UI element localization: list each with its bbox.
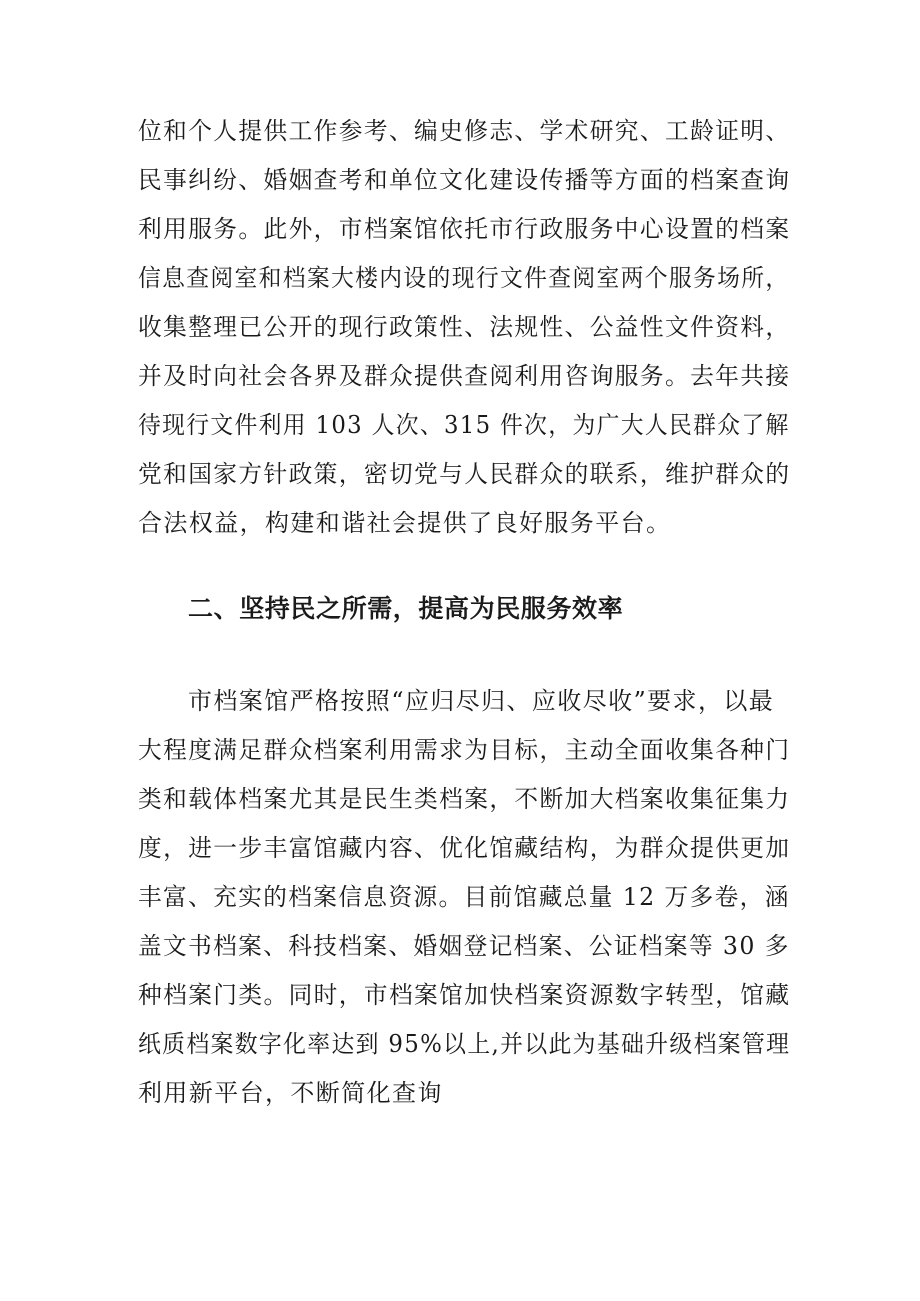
paragraph-2-line-6: 盖文书档案、科技档案、婚姻登记档案、公证档案等 30 多 (138, 932, 790, 960)
paragraph-2-line-1: 市档案馆严格按照“应归尽归、应收尽收”要求，以最 (188, 687, 775, 715)
paragraph-1-line-6: 并及时向社会各界及群众提供查阅利用咨询服务。去年共接 (138, 362, 791, 390)
paragraph-1-line-3: 利用服务。此外，市档案馆依托市行政服务中心设置的档案 (138, 215, 791, 243)
paragraph-1-line-5: 收集整理已公开的现行政策性、法规性、公益性文件资料， (138, 313, 791, 341)
paragraph-1-line-2: 民事纠纷、婚姻查考和单位文化建设传播等方面的档案查询 (138, 166, 791, 194)
paragraph-1-line-8: 党和国家方针政策，密切党与人民群众的联系，维护群众的 (138, 460, 791, 488)
paragraph-2-line-4: 度，进一步丰富馆藏内容、优化馆藏结构，为群众提供更加 (138, 834, 791, 862)
paragraph-1-line-9: 合法权益，构建和谐社会提供了良好服务平台。 (138, 509, 672, 537)
paragraph-1-line-4: 信息查阅室和档案大楼内设的现行文件查阅室两个服务场所， (138, 264, 790, 292)
paragraph-2-line-2: 大程度满足群众档案利用需求为目标，主动全面收集各种门 (138, 736, 791, 764)
paragraph-2-line-9: 利用新平台，不断简化查询 (138, 1079, 443, 1107)
paragraph-2-line-3: 类和载体档案尤其是民生类档案，不断加大档案收集征集力 (138, 785, 791, 813)
section-heading: 二、坚持民之所需，提高为民服务效率 (188, 594, 624, 623)
paragraph-2-line-8: 纸质档案数字化率达到 95%以上,并以此为基础升级档案管理 (138, 1030, 791, 1058)
paragraph-1-line-1: 位和个人提供工作参考、编史修志、学术研究、工龄证明、 (138, 117, 791, 145)
paragraph-2-line-7: 种档案门类。同时，市档案馆加快档案资源数字转型，馆藏 (138, 981, 791, 1009)
paragraph-2-line-5: 丰富、充实的档案信息资源。目前馆藏总量 12 万多卷，涵 (138, 883, 790, 911)
paragraph-1-line-7: 待现行文件利用 103 人次、315 件次，为广大人民群众了解 (138, 411, 790, 439)
